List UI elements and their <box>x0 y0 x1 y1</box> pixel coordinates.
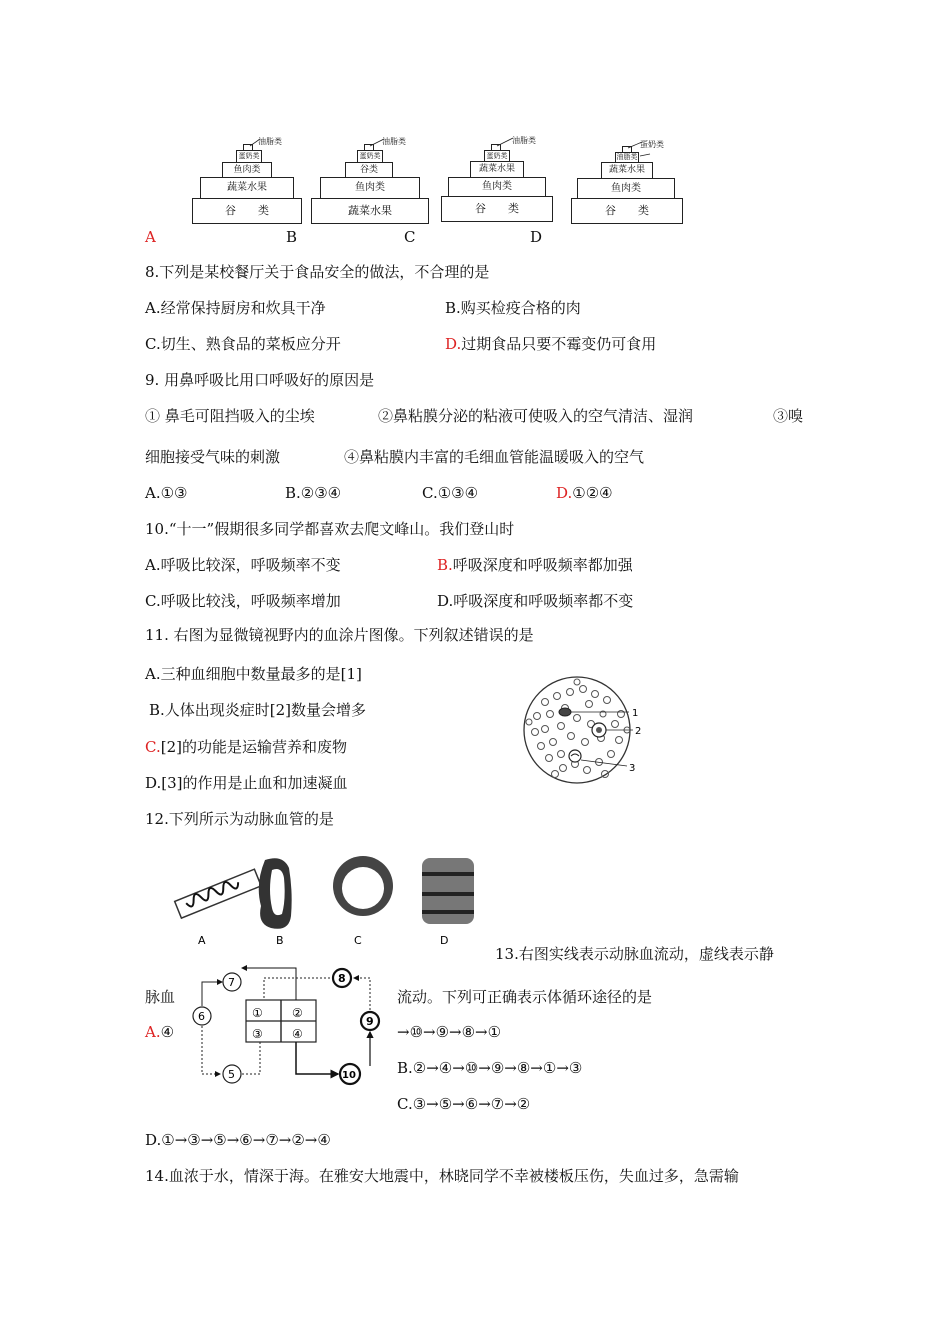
question-13-option-a <box>145 1023 174 1041</box>
option-text: ①②④ <box>572 484 613 502</box>
question-8-option-c: C.切生、熟食品的菜板应分开 <box>145 335 341 353</box>
pyramid-top-label: 油脂类 <box>382 137 406 146</box>
pyramid-top-label: 油脂类 <box>512 136 536 145</box>
node-6: 6 <box>198 1010 205 1023</box>
question-13-stem-b2: 流动。下列可正确表示体循环途径的是 <box>397 988 653 1006</box>
option-text: [2]的功能是运输营养和废物 <box>160 738 347 756</box>
question-9-item-3: ③嗅 <box>773 407 804 425</box>
answer-letter: D. <box>445 335 462 353</box>
answer-letter: A. <box>145 1023 161 1041</box>
node-5: 5 <box>228 1068 235 1081</box>
option-text: 呼吸深度和呼吸频率都加强 <box>452 556 633 574</box>
question-8-stem: 8.下列是某校餐厅关于食品安全的做法，不合理的是 <box>145 263 490 281</box>
node-9: 9 <box>366 1015 374 1028</box>
option-d-label: D <box>530 228 543 246</box>
node-7: 7 <box>228 976 235 989</box>
node-10: 10 <box>342 1070 356 1081</box>
question-9-option-a: A.①③ <box>145 484 188 502</box>
question-11-option-b: B.人体出现炎症时[2]数量会增多 <box>149 701 367 719</box>
question-9-item-1: ① 鼻毛可阻挡吸入的尘埃 <box>145 407 315 425</box>
figure-label: D <box>440 934 449 947</box>
option-b-label: B <box>286 228 298 246</box>
circulation-diagram <box>180 960 390 1090</box>
question-11-stem: 11. 右图为显微镜视野内的血涂片图像。下列叙述错误的是 <box>145 626 534 644</box>
question-9-option-b: B.②③④ <box>285 484 342 502</box>
figure-label: C <box>354 934 362 947</box>
node-8: 8 <box>338 972 346 985</box>
question-13-stem-a: 13.右图实线表示动脉血流动，虚线表示静 <box>495 945 774 963</box>
blood-vessel-figure <box>170 852 490 952</box>
question-14-stem: 14.血浓于水，情深于海。在雅安大地震中，林晓同学不幸被楼板压伤，失血过多，急需输 <box>145 1167 739 1185</box>
question-9-item-3-cont: 细胞接受气味的刺激 <box>145 448 281 466</box>
question-12-stem: 12.下列所示为动脉血管的是 <box>145 810 334 828</box>
node-2: ② <box>292 1006 303 1020</box>
question-8-option-a: A.经常保持厨房和炊具干净 <box>145 299 326 317</box>
question-8-option-b: B.购买检疫合格的肉 <box>445 299 581 317</box>
question-11-option-d: D.[3]的作用是止血和加速凝血 <box>145 774 348 792</box>
node-3: ③ <box>252 1027 263 1041</box>
pyramid-top-label: 蛋奶类 <box>640 140 664 149</box>
pyramid-layer: 谷 类 <box>571 198 683 224</box>
pyramid-layer: 油脂类 <box>616 153 638 161</box>
node-4: ④ <box>292 1027 303 1041</box>
question-9-item-4: ④鼻粘膜内丰富的毛细血管能温暖吸入的空气 <box>344 448 645 466</box>
option-text: 过期食品只要不霉变仍可食用 <box>461 335 657 353</box>
question-10-option-d: D.呼吸深度和呼吸频率都不变 <box>437 592 634 610</box>
answer-letter: C. <box>145 738 161 756</box>
pyramid-layer: 蛋奶类 <box>484 150 510 162</box>
option-c-label: C <box>404 228 416 246</box>
figure-label: 3 <box>629 763 636 774</box>
pyramid-layer: 谷类 <box>345 162 393 178</box>
pyramid-layer: 蔬菜水果 <box>601 162 653 179</box>
option-a-label: A <box>145 228 156 246</box>
question-13-stem-b1: 脉血 <box>145 988 176 1006</box>
figure-label: 2 <box>635 726 642 737</box>
pyramid-top-label: 油脂类 <box>258 137 282 146</box>
question-13-option-d: D.①→③→⑤→⑥→⑦→②→④ <box>145 1131 331 1149</box>
figure-label: 1 <box>632 708 639 719</box>
pyramid-layer: 鱼肉类 <box>448 177 546 197</box>
node-1: ① <box>252 1006 263 1020</box>
answer-letter: D. <box>556 484 573 502</box>
question-9-stem: 9. 用鼻呼吸比用口呼吸好的原因是 <box>145 371 375 389</box>
question-11-option-c <box>145 738 347 756</box>
pyramid-layer: 蛋奶类 <box>236 150 262 163</box>
pyramid-leader-lines <box>0 0 950 240</box>
pyramid-layer: 鱼肉类 <box>577 178 675 199</box>
question-10-stem: 10.“十一”假期很多同学都喜欢去爬文峰山。我们登山时 <box>145 520 515 538</box>
pyramid-layer: 谷 类 <box>192 198 302 224</box>
question-10-option-a: A.呼吸比较深，呼吸频率不变 <box>145 556 341 574</box>
question-8-option-d <box>445 335 656 353</box>
answer-letter: B. <box>437 556 453 574</box>
question-9-option-c: C.①③④ <box>422 484 479 502</box>
pyramid-layer: 蔬菜水果 <box>311 198 429 224</box>
question-13-option-c: C.③→⑤→⑥→⑦→② <box>397 1095 531 1113</box>
pyramid-layer: 蔬菜水果 <box>470 161 524 178</box>
option-text: ④ <box>160 1023 175 1041</box>
pyramid-layer: 鱼肉类 <box>320 177 420 199</box>
question-10-option-c: C.呼吸比较浅，呼吸频率增加 <box>145 592 341 610</box>
question-9-item-2: ②鼻粘膜分泌的粘液可使吸入的空气清洁、湿润 <box>378 407 694 425</box>
pyramid-layer: 谷 类 <box>441 196 553 222</box>
question-11-option-a: A.三种血细胞中数量最多的是[1] <box>145 665 362 683</box>
question-13-option-a-cont: →⑩→⑨→⑧→① <box>397 1023 502 1041</box>
figure-label: A <box>198 934 206 947</box>
pyramid-layer: 蛋奶类 <box>357 150 383 163</box>
question-9-option-d <box>556 484 613 502</box>
blood-smear-figure <box>515 674 665 786</box>
question-10-option-b <box>437 556 633 574</box>
pyramid-layer: 蔬菜水果 <box>200 177 294 199</box>
figure-label: B <box>276 934 284 947</box>
question-13-option-b: B.②→④→⑩→⑨→⑧→①→③ <box>397 1059 583 1077</box>
pyramid-layer: 鱼肉类 <box>222 162 272 178</box>
